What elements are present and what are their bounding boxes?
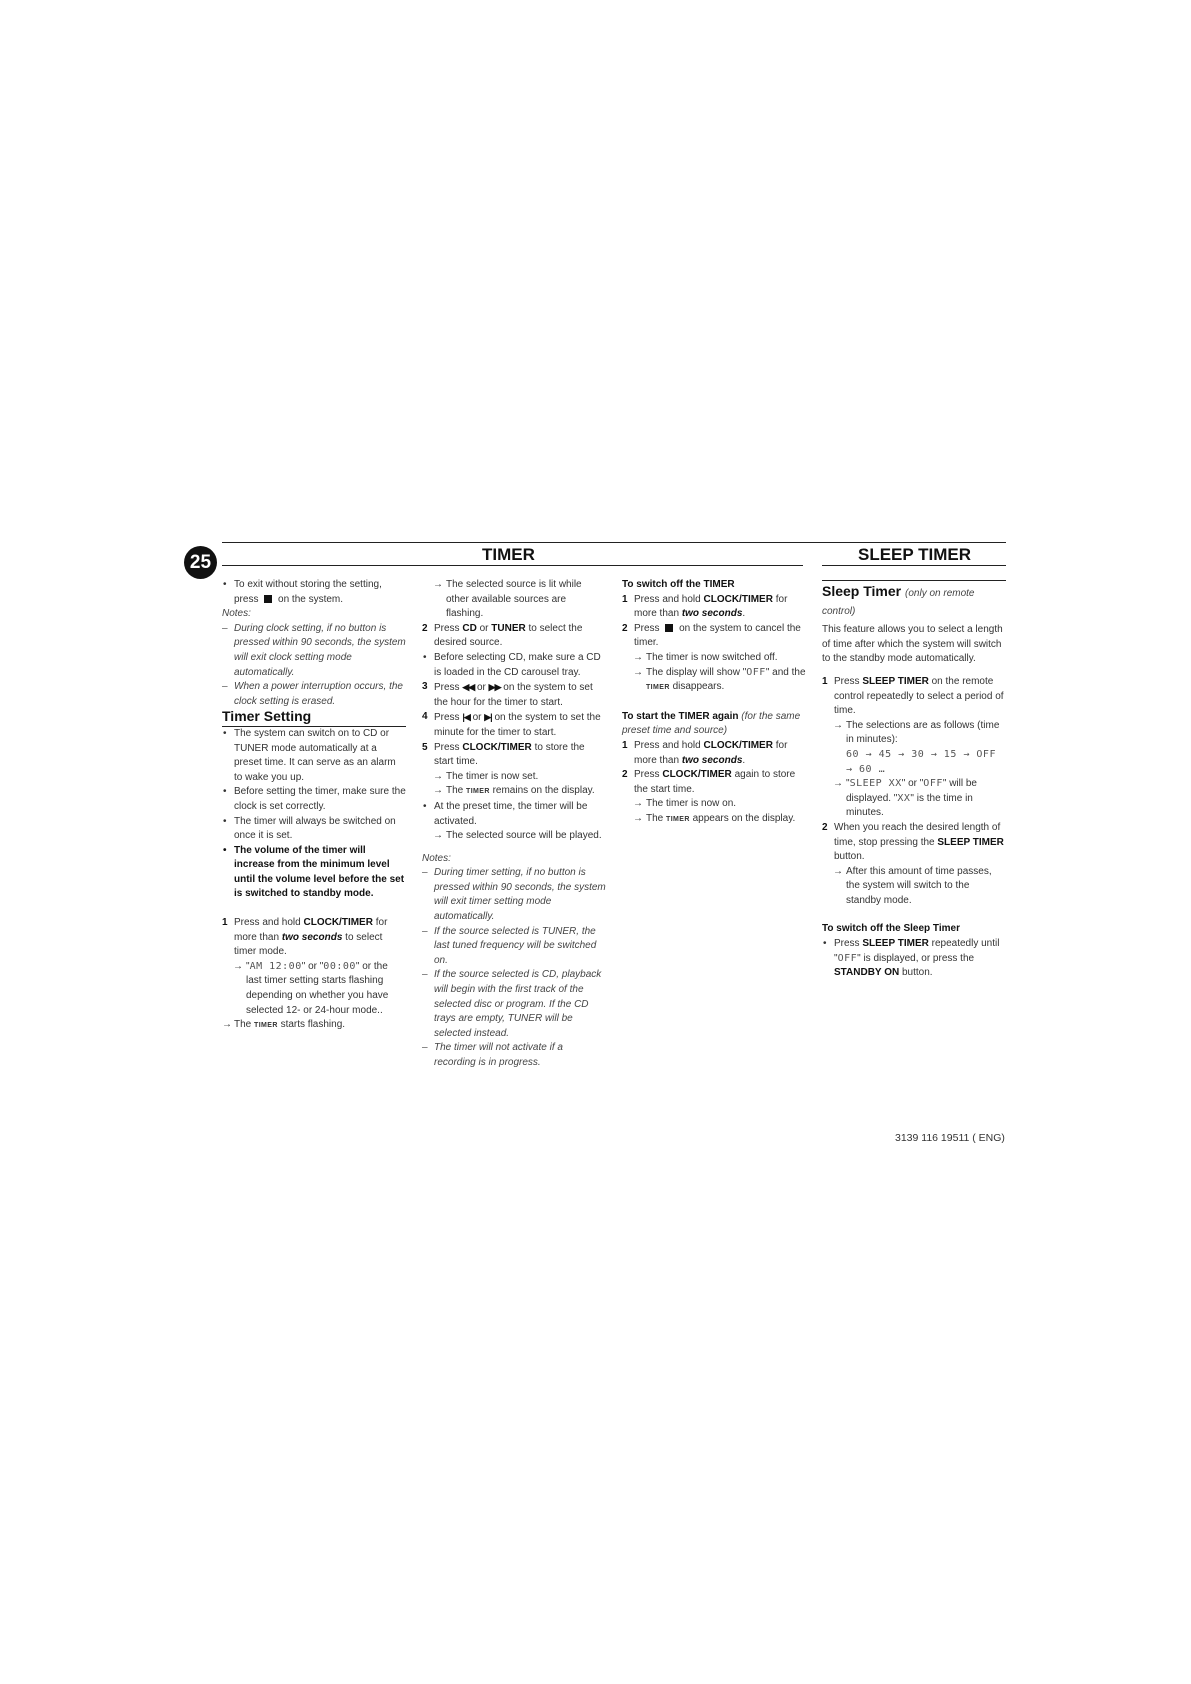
sleep-timer-heading: Sleep Timer (only on remote control) bbox=[822, 580, 1006, 621]
arrow-icon: → bbox=[633, 812, 643, 824]
next-icon: ▶| bbox=[484, 712, 492, 723]
page-number-badge: 25 bbox=[184, 546, 217, 579]
bullet-item: • Before setting the timer, make sure the clock is set correctly. bbox=[222, 785, 406, 814]
column-4 bbox=[822, 578, 1006, 981]
bullet-item: • The timer will always be switched on once it is set. bbox=[222, 815, 406, 844]
notes-label: Notes: bbox=[422, 852, 451, 864]
arrow-icon: → bbox=[633, 666, 643, 678]
start-timer-again-heading: To start the TIMER again (for the same preset time and source) bbox=[622, 710, 801, 737]
header-rule-timer bbox=[222, 565, 803, 566]
timer-indicator: TIMER bbox=[466, 788, 490, 796]
result-line: → The timer is now switched off. bbox=[622, 651, 806, 666]
sleep-intro: This feature allows you to select a length of time after which the system will switch to the standby mode automatically. bbox=[822, 624, 1003, 665]
lcd-text: AM 12:00 bbox=[249, 960, 302, 972]
arrow-icon: → bbox=[433, 785, 443, 797]
step-5: 5 Press CLOCK/TIMER to store the start time. bbox=[422, 741, 585, 768]
note: – If the source selected is TUNER, the last tuned frequency will be switched on. bbox=[422, 925, 606, 969]
header-rule-sleep bbox=[822, 565, 1006, 566]
result-line: → The selected source will be played. bbox=[422, 829, 606, 844]
previous-icon: |◀ bbox=[462, 712, 470, 723]
bullet-item-bold: • The volume of the timer will increase from the minimum level until the volume level before the set is switched to standby mode. bbox=[222, 844, 406, 902]
stop-icon bbox=[665, 624, 673, 632]
again-step-2: 2 Press CLOCK/TIMER again to store the start time. bbox=[622, 769, 796, 795]
again-step-1: 1 Press and hold CLOCK/TIMER for more than two seconds. bbox=[622, 739, 788, 766]
result-line: → After this amount of time passes, the system will switch to the standby mode. bbox=[833, 865, 992, 906]
result-line: → The timer is now set. bbox=[422, 770, 606, 785]
step-1: 1 Press and hold CLOCK/TIMER for more than two seconds to select timer mode. bbox=[222, 917, 388, 958]
result-line: → The selected source is lit while other available sources are flashing. bbox=[433, 579, 582, 620]
step-3: 3 Press ◀◀ or ▶▶ on the system to set the hour for the timer to start. bbox=[422, 681, 593, 708]
notes-label: Notes: bbox=[222, 608, 251, 620]
arrow-icon: → bbox=[433, 579, 443, 590]
document-code: 3139 116 19511 ( ENG) bbox=[895, 1132, 1005, 1144]
result-line: → The TIMER remains on the display. bbox=[422, 784, 606, 800]
section-title-timer: TIMER bbox=[482, 545, 535, 564]
note: – During timer setting, if no button is pressed within 90 seconds, the system will exit timer setting mode automatically. bbox=[422, 866, 606, 924]
result-line: → "SLEEP XX" or "OFF" will be displayed. "XX" is the time in minutes. bbox=[833, 778, 977, 819]
step-2: 2 Press CD or TUNER to select the desired source. bbox=[422, 622, 583, 649]
sleep-step-1: 1 Press SLEEP TIMER on the remote control repeatedly to select a period of time. bbox=[822, 675, 1004, 717]
lcd-text: OFF bbox=[746, 666, 766, 678]
note: – When a power interruption occurs, the clock setting is erased. bbox=[222, 680, 406, 709]
step-4: 4 Press |◀ or ▶| on the system to set the minute for the timer to start. bbox=[422, 711, 601, 738]
timer-setting-heading: Timer Setting bbox=[222, 709, 406, 727]
result-line: → The TIMER appears on the display. bbox=[622, 812, 806, 828]
lcd-text: XX bbox=[897, 792, 911, 804]
column-1 bbox=[222, 578, 406, 1034]
arrow-icon: → bbox=[833, 778, 843, 790]
lcd-text: OFF bbox=[837, 952, 858, 964]
column-3 bbox=[622, 578, 806, 828]
arrow-icon: → bbox=[833, 719, 843, 731]
result-line: → The TIMER starts flashing. bbox=[222, 1018, 406, 1034]
arrow-icon: → bbox=[633, 798, 643, 810]
off-step-1: 1 Press and hold CLOCK/TIMER for more than two seconds. bbox=[622, 593, 788, 620]
fast-forward-icon: ▶▶ bbox=[488, 682, 501, 693]
lcd-text: 00:00 bbox=[323, 960, 356, 972]
header-rule-top bbox=[222, 542, 1006, 543]
note: – The timer will not activate if a recording is in progress. bbox=[422, 1041, 606, 1070]
section-title-sleep-timer: SLEEP TIMER bbox=[858, 545, 972, 564]
result-line: → The timer is now on. bbox=[622, 797, 806, 812]
sleep-sequence: 60 → 45 → 30 → 15 → OFF → 60 … bbox=[846, 748, 996, 775]
result-line: → "AM 12:00" or "00:00" or the last timer setting starts flashing depending on whether you have selected 12- or 24-hour mode.. bbox=[233, 960, 389, 1016]
stop-icon bbox=[264, 595, 272, 603]
note: – If the source selected is CD, playback will begin with the first track of the selected disc or program. If the CD trays are empty, TUNER will be selected instead. bbox=[422, 968, 606, 1041]
arrow-icon: → bbox=[233, 960, 243, 972]
arrow-icon: → bbox=[633, 651, 643, 663]
off-step-2: 2 Press on the system to cancel the timer. bbox=[622, 622, 801, 649]
switch-off-timer-heading: To switch off the TIMER bbox=[622, 579, 735, 590]
bullet-item: • Press SLEEP TIMER repeatedly until "OFF" is displayed, or press the STANDBY ON button. bbox=[822, 937, 1006, 981]
rewind-icon: ◀◀ bbox=[462, 682, 475, 693]
bullet-item: • The system can switch on to CD or TUNER mode automatically at a preset time. It can serve as an alarm to wake you up. bbox=[222, 727, 406, 785]
result-line: → The selections are as follows (time in minutes): bbox=[833, 719, 1000, 746]
bullet-item: • At the preset time, the timer will be activated. bbox=[422, 800, 606, 829]
exit-bullet: • To exit without storing the setting, press on the system. bbox=[222, 578, 406, 607]
sleep-step-2: 2 When you reach the desired length of time, stop pressing the SLEEP TIMER button. bbox=[822, 821, 1004, 863]
lcd-text: OFF bbox=[923, 778, 943, 790]
arrow-icon: → bbox=[833, 865, 843, 877]
bullet-item: • Before selecting CD, make sure a CD is loaded in the CD carousel tray. bbox=[422, 651, 606, 680]
note: – During clock setting, if no button is pressed within 90 seconds, the system will exit clock setting mode automatically. bbox=[222, 622, 406, 680]
column-2 bbox=[422, 578, 606, 1071]
timer-indicator: TIMER bbox=[666, 815, 690, 823]
arrow-icon: → bbox=[433, 830, 443, 842]
arrow-icon: → bbox=[222, 1019, 232, 1031]
switch-off-sleep-heading: To switch off the Sleep Timer bbox=[822, 923, 960, 935]
lcd-text: SLEEP XX bbox=[849, 778, 902, 790]
timer-indicator: TIMER bbox=[254, 1022, 278, 1030]
timer-indicator: TIMER bbox=[646, 684, 670, 692]
arrow-icon: → bbox=[433, 770, 443, 782]
result-line: → The display will show "OFF" and the TIMER disappears. bbox=[633, 666, 806, 693]
